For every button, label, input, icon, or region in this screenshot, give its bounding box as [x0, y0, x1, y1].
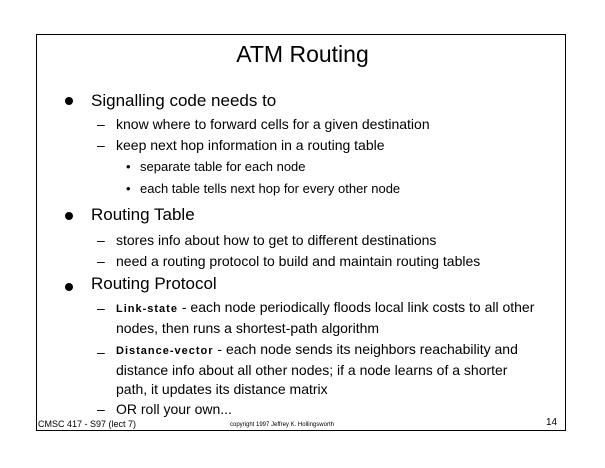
sub-list-item: each table tells next hop for every other node [140, 181, 401, 196]
dash-icon: – [97, 253, 105, 269]
page-number: 14 [546, 417, 558, 428]
footer-course: CMSC 417 - S97 (lect 7) [38, 419, 137, 429]
list-item: need a routing protocol to build and maintain routing tables [116, 253, 481, 269]
definition-distance-vector: - each node sends its neighbors reachability and distance info about all other nodes; if a node learns of a shorter path, it updates its distance matrix [116, 341, 518, 397]
sub-bullet-icon: • [126, 159, 131, 174]
definition-link-state: - each node periodically floods local link costs to all other nodes, then runs a shortest-path algorithm [116, 299, 535, 336]
section-heading-routing-table: Routing Table [91, 205, 195, 224]
sub-list-item: separate table for each node [140, 159, 306, 174]
bullet-icon [65, 283, 73, 291]
list-item-link-state [116, 298, 536, 338]
list-item-distance-vector [116, 340, 536, 399]
dash-icon: – [97, 344, 105, 360]
list-item: know where to forward cells for a given destination [116, 116, 430, 132]
dash-icon: – [97, 232, 105, 248]
dash-icon: – [97, 137, 105, 153]
sub-bullet-icon: • [126, 181, 131, 196]
list-item: OR roll your own... [116, 401, 232, 417]
footer-copyright: copyright 1997 Jeffrey K. Hollingsworth [230, 422, 334, 428]
list-item: stores info about how to get to different destinations [116, 232, 437, 248]
section-heading-signalling: Signalling code needs to [91, 91, 277, 110]
term-distance-vector: Distance-vector [116, 345, 214, 357]
term-link-state: Link-state [116, 303, 178, 315]
dash-icon: – [97, 300, 105, 316]
dash-icon: – [97, 401, 105, 417]
dash-icon: – [97, 116, 105, 132]
bullet-icon [65, 212, 73, 220]
section-heading-routing-protocol: Routing Protocol [91, 274, 217, 293]
bullet-icon [65, 97, 73, 105]
slide-title: ATM Routing [236, 41, 369, 67]
list-item: keep next hop information in a routing table [116, 137, 385, 153]
